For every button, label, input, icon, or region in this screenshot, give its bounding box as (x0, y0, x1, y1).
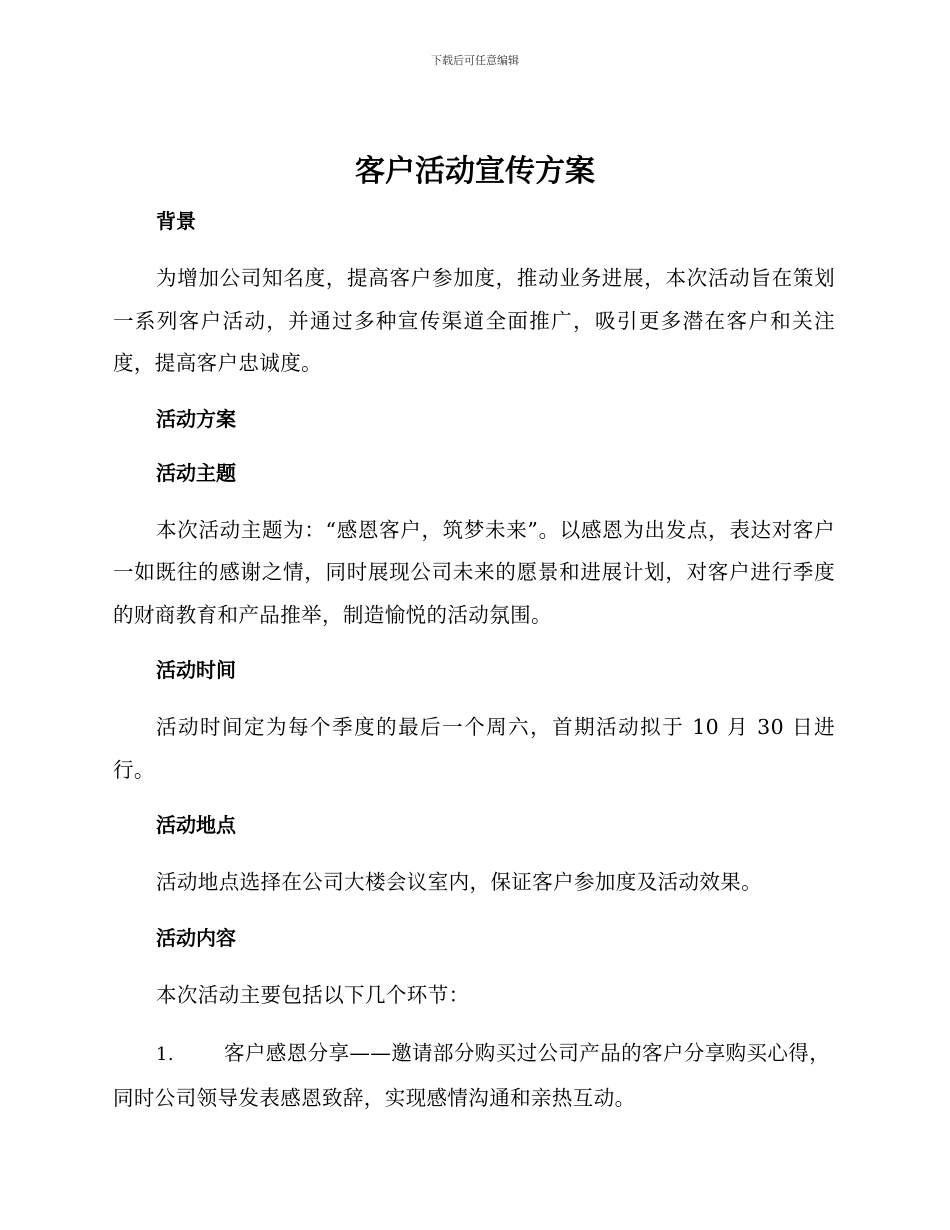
list-item-number: 1. (156, 1044, 174, 1065)
heading-location: 活动地点 (156, 813, 236, 837)
paragraph-background: 为增加公司知名度，提高客户参加度，推动业务进展，本次活动旨在策划一系列客户活动，并通过多种宣传渠道全面推广，吸引更多潜在客户和关注度，提高客户忠诚度。 (113, 266, 835, 375)
heading-background: 背景 (156, 209, 196, 233)
paragraph-location: 活动地点选择在公司大楼会议室内，保证客户参加度及活动效果。 (156, 870, 763, 894)
heading-theme: 活动主题 (156, 460, 236, 485)
list-item (113, 1032, 835, 1119)
paragraph-time: 活动时间定为每个季度的最后一个周六，首期活动拟于 10 月 30 日进行。 (113, 715, 835, 782)
paragraph-theme: 本次活动主题为：“感恩客户，筑梦未来”。以感恩为出发点，表达对客户一如既往的感谢之情，同时展现公司未来的愿景和进展计划，对客户进行季度的财商教育和产品推举，制造愉悦的活动氛围。 (113, 517, 835, 627)
heading-content: 活动内容 (156, 925, 236, 950)
list-item-text: 客户感恩分享——邀请部分购买过公司产品的客户分享购买心得，同时公司领导发表感恩致辞，实现感情沟通和亲热互动。 (113, 1041, 831, 1110)
heading-plan: 活动方案 (156, 406, 236, 431)
document-body (113, 203, 835, 1119)
document-title: 客户活动宣传方案 (355, 154, 595, 189)
header-note: 下载后可任意编辑 (431, 54, 519, 67)
paragraph-content-intro: 本次活动主要包括以下几个环节： (156, 982, 470, 1007)
heading-time: 活动时间 (156, 658, 236, 682)
